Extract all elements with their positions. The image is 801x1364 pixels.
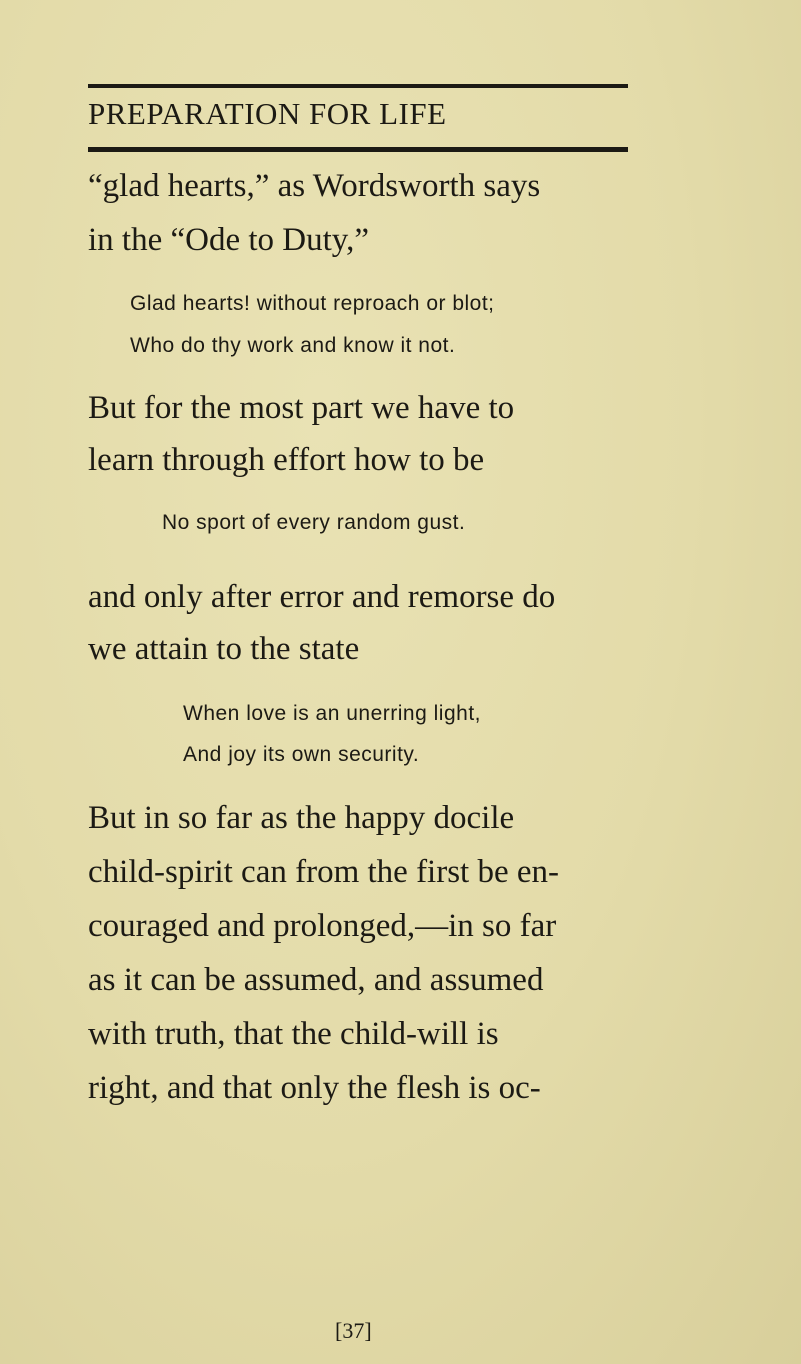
verse-line: And joy its own security. <box>183 743 420 766</box>
text-line: and only after error and remorse do <box>88 579 556 615</box>
header-rule-top <box>88 84 628 88</box>
verse-line: Who do thy work and know it not. <box>130 334 456 357</box>
text-line: we attain to the state <box>88 631 360 667</box>
verse-line: When love is an unerring light, <box>183 702 481 725</box>
text-line: in the “Ode to Duty,” <box>88 222 370 258</box>
text-line: But in so far as the happy docile <box>88 800 515 836</box>
header-rule-bottom <box>88 147 628 152</box>
verse-line: Glad hearts! without reproach or blot; <box>130 292 495 315</box>
text-line: with truth, that the child-will is <box>88 1016 499 1052</box>
text-line: “glad hearts,” as Wordsworth says <box>88 168 541 204</box>
text-line: as it can be assumed, and assumed <box>88 962 544 998</box>
page-number: [37] <box>335 1318 372 1343</box>
verse-line: No sport of every random gust. <box>162 511 466 534</box>
text-line: child-spirit can from the first be en- <box>88 854 560 890</box>
text-line: right, and that only the flesh is oc- <box>88 1070 541 1106</box>
text-line: learn through effort how to be <box>88 442 485 478</box>
text-line: But for the most part we have to <box>88 390 515 426</box>
running-title: PREPARATION FOR LIFE <box>88 96 447 131</box>
text-line: couraged and prolonged,—in so far <box>88 908 557 944</box>
